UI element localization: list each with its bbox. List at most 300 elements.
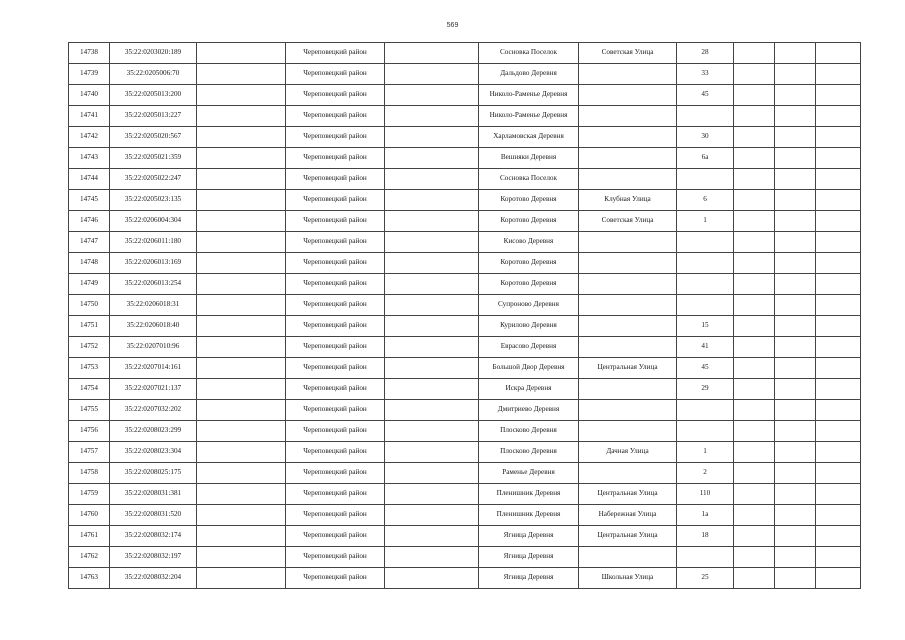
settlement-cell: Еврасово Деревня <box>479 337 579 358</box>
district-cell: Череповецкий район <box>286 169 385 190</box>
empty-cell <box>197 211 286 232</box>
empty-cell <box>816 337 861 358</box>
cadastral-number-cell: 35:22:0208031:381 <box>110 484 197 505</box>
district-cell: Череповецкий район <box>286 316 385 337</box>
table-row <box>69 127 861 148</box>
street-cell <box>579 85 677 106</box>
cadastral-number-cell: 35:22:0206018:40 <box>110 316 197 337</box>
empty-cell <box>197 568 286 589</box>
empty-cell <box>775 127 816 148</box>
empty-cell <box>385 568 479 589</box>
empty-cell <box>197 463 286 484</box>
empty-cell <box>385 295 479 316</box>
settlement-cell: Харламовская Деревня <box>479 127 579 148</box>
empty-cell <box>775 316 816 337</box>
row-number-cell: 14746 <box>69 211 110 232</box>
settlement-cell: Плосково Деревня <box>479 442 579 463</box>
street-cell <box>579 274 677 295</box>
empty-cell <box>816 484 861 505</box>
empty-cell <box>816 442 861 463</box>
empty-cell <box>385 232 479 253</box>
row-number-cell: 14741 <box>69 106 110 127</box>
table-row <box>69 400 861 421</box>
district-cell: Череповецкий район <box>286 526 385 547</box>
street-cell: Набережная Улица <box>579 505 677 526</box>
cadastral-number-cell: 35:22:0207014:161 <box>110 358 197 379</box>
table-row <box>69 505 861 526</box>
empty-cell <box>775 484 816 505</box>
empty-cell <box>775 85 816 106</box>
empty-cell <box>197 148 286 169</box>
empty-cell <box>734 106 775 127</box>
empty-cell <box>385 358 479 379</box>
row-number-cell: 14749 <box>69 274 110 295</box>
street-cell <box>579 127 677 148</box>
empty-cell <box>816 106 861 127</box>
empty-cell <box>734 526 775 547</box>
cadastral-number-cell: 35:22:0206018:31 <box>110 295 197 316</box>
table-row <box>69 568 861 589</box>
empty-cell <box>816 85 861 106</box>
street-cell <box>579 547 677 568</box>
settlement-cell: Раменье Деревня <box>479 463 579 484</box>
cadastral-number-cell: 35:22:0206011:180 <box>110 232 197 253</box>
cadastral-number-cell: 35:22:0208025:175 <box>110 463 197 484</box>
table-row <box>69 169 861 190</box>
settlement-cell: Ягница Деревня <box>479 568 579 589</box>
table-row <box>69 526 861 547</box>
district-cell: Череповецкий район <box>286 484 385 505</box>
empty-cell <box>816 526 861 547</box>
house-number-cell <box>677 400 734 421</box>
empty-cell <box>197 442 286 463</box>
row-number-cell: 14761 <box>69 526 110 547</box>
empty-cell <box>197 274 286 295</box>
street-cell <box>579 316 677 337</box>
street-cell <box>579 64 677 85</box>
settlement-cell: Курилово Деревня <box>479 316 579 337</box>
cadastral-number-cell: 35:22:0206013:254 <box>110 274 197 295</box>
cadastral-number-cell: 35:22:0208031:520 <box>110 505 197 526</box>
house-number-cell: 41 <box>677 337 734 358</box>
row-number-cell: 14742 <box>69 127 110 148</box>
empty-cell <box>734 358 775 379</box>
empty-cell <box>775 43 816 64</box>
empty-cell <box>816 232 861 253</box>
empty-cell <box>385 106 479 127</box>
district-cell: Череповецкий район <box>286 358 385 379</box>
empty-cell <box>734 190 775 211</box>
empty-cell <box>385 484 479 505</box>
street-cell <box>579 463 677 484</box>
empty-cell <box>775 211 816 232</box>
district-cell: Череповецкий район <box>286 568 385 589</box>
street-cell <box>579 379 677 400</box>
house-number-cell: 6а <box>677 148 734 169</box>
empty-cell <box>385 43 479 64</box>
empty-cell <box>197 316 286 337</box>
table-row <box>69 295 861 316</box>
table-row <box>69 337 861 358</box>
empty-cell <box>775 442 816 463</box>
empty-cell <box>734 169 775 190</box>
empty-cell <box>197 253 286 274</box>
empty-cell <box>775 295 816 316</box>
house-number-cell <box>677 106 734 127</box>
street-cell: Школьная Улица <box>579 568 677 589</box>
district-cell: Череповецкий район <box>286 106 385 127</box>
district-cell: Череповецкий район <box>286 547 385 568</box>
settlement-cell: Коротово Деревня <box>479 274 579 295</box>
empty-cell <box>197 379 286 400</box>
empty-cell <box>197 127 286 148</box>
empty-cell <box>734 568 775 589</box>
row-number-cell: 14758 <box>69 463 110 484</box>
settlement-cell: Коротово Деревня <box>479 190 579 211</box>
house-number-cell: 6 <box>677 190 734 211</box>
table-row <box>69 442 861 463</box>
empty-cell <box>385 442 479 463</box>
row-number-cell: 14748 <box>69 253 110 274</box>
district-cell: Череповецкий район <box>286 295 385 316</box>
table-row <box>69 463 861 484</box>
house-number-cell: 33 <box>677 64 734 85</box>
empty-cell <box>734 64 775 85</box>
empty-cell <box>734 85 775 106</box>
district-cell: Череповецкий район <box>286 442 385 463</box>
house-number-cell <box>677 253 734 274</box>
street-cell <box>579 421 677 442</box>
settlement-cell: Ягница Деревня <box>479 547 579 568</box>
street-cell <box>579 148 677 169</box>
street-cell <box>579 232 677 253</box>
street-cell <box>579 295 677 316</box>
empty-cell <box>197 295 286 316</box>
house-number-cell: 110 <box>677 484 734 505</box>
empty-cell <box>734 127 775 148</box>
cadastral-number-cell: 35:22:0205020:567 <box>110 127 197 148</box>
empty-cell <box>385 190 479 211</box>
district-cell: Череповецкий район <box>286 421 385 442</box>
empty-cell <box>734 400 775 421</box>
empty-cell <box>385 253 479 274</box>
empty-cell <box>385 421 479 442</box>
empty-cell <box>816 274 861 295</box>
table-row <box>69 274 861 295</box>
empty-cell <box>197 85 286 106</box>
empty-cell <box>734 547 775 568</box>
empty-cell <box>775 232 816 253</box>
row-number-cell: 14762 <box>69 547 110 568</box>
empty-cell <box>385 526 479 547</box>
row-number-cell: 14747 <box>69 232 110 253</box>
table-row <box>69 421 861 442</box>
empty-cell <box>816 148 861 169</box>
table-row <box>69 547 861 568</box>
empty-cell <box>385 463 479 484</box>
table-row <box>69 484 861 505</box>
row-number-cell: 14744 <box>69 169 110 190</box>
district-cell: Череповецкий район <box>286 127 385 148</box>
row-number-cell: 14743 <box>69 148 110 169</box>
row-number-cell: 14760 <box>69 505 110 526</box>
empty-cell <box>816 547 861 568</box>
street-cell: Советская Улица <box>579 43 677 64</box>
house-number-cell: 1а <box>677 505 734 526</box>
district-cell: Череповецкий район <box>286 190 385 211</box>
street-cell: Клубная Улица <box>579 190 677 211</box>
empty-cell <box>197 64 286 85</box>
cadastral-number-cell: 35:22:0205023:135 <box>110 190 197 211</box>
empty-cell <box>385 547 479 568</box>
house-number-cell <box>677 295 734 316</box>
row-number-cell: 14751 <box>69 316 110 337</box>
empty-cell <box>775 505 816 526</box>
cadastral-number-cell: 35:22:0203020:189 <box>110 43 197 64</box>
cadastral-number-cell: 35:22:0206013:169 <box>110 253 197 274</box>
cadastral-number-cell: 35:22:0207021:137 <box>110 379 197 400</box>
empty-cell <box>734 463 775 484</box>
empty-cell <box>734 421 775 442</box>
empty-cell <box>816 379 861 400</box>
empty-cell <box>816 64 861 85</box>
table-row <box>69 43 861 64</box>
street-cell <box>579 106 677 127</box>
row-number-cell: 14752 <box>69 337 110 358</box>
settlement-cell: Пленишник Деревня <box>479 505 579 526</box>
settlement-cell: Николо-Раменье Деревня <box>479 85 579 106</box>
empty-cell <box>816 253 861 274</box>
settlement-cell: Дмитриево Деревня <box>479 400 579 421</box>
house-number-cell: 18 <box>677 526 734 547</box>
empty-cell <box>775 568 816 589</box>
empty-cell <box>775 463 816 484</box>
table-row <box>69 253 861 274</box>
empty-cell <box>197 484 286 505</box>
empty-cell <box>816 463 861 484</box>
cadastral-number-cell: 35:22:0208032:174 <box>110 526 197 547</box>
house-number-cell: 45 <box>677 358 734 379</box>
street-cell <box>579 253 677 274</box>
cadastral-number-cell: 35:22:0205013:200 <box>110 85 197 106</box>
row-number-cell: 14753 <box>69 358 110 379</box>
empty-cell <box>197 106 286 127</box>
settlement-cell: Плосково Деревня <box>479 421 579 442</box>
empty-cell <box>734 295 775 316</box>
cadastral-number-cell: 35:22:0208023:304 <box>110 442 197 463</box>
empty-cell <box>816 211 861 232</box>
table-row <box>69 106 861 127</box>
empty-cell <box>816 127 861 148</box>
empty-cell <box>734 148 775 169</box>
empty-cell <box>816 568 861 589</box>
empty-cell <box>775 64 816 85</box>
empty-cell <box>385 127 479 148</box>
empty-cell <box>775 169 816 190</box>
empty-cell <box>816 358 861 379</box>
empty-cell <box>775 358 816 379</box>
empty-cell <box>734 379 775 400</box>
empty-cell <box>775 337 816 358</box>
empty-cell <box>197 43 286 64</box>
empty-cell <box>385 274 479 295</box>
house-number-cell: 1 <box>677 211 734 232</box>
page-number: 569 <box>446 22 459 29</box>
table-row <box>69 379 861 400</box>
empty-cell <box>816 400 861 421</box>
cadastral-number-cell: 35:22:0205021:359 <box>110 148 197 169</box>
empty-cell <box>197 547 286 568</box>
row-number-cell: 14739 <box>69 64 110 85</box>
empty-cell <box>385 64 479 85</box>
table-row <box>69 148 861 169</box>
table-row <box>69 316 861 337</box>
row-number-cell: 14763 <box>69 568 110 589</box>
street-cell <box>579 400 677 421</box>
settlement-cell: Ягница Деревня <box>479 526 579 547</box>
cadastral-number-cell: 35:22:0205022:247 <box>110 169 197 190</box>
table-row <box>69 85 861 106</box>
table-row <box>69 232 861 253</box>
district-cell: Череповецкий район <box>286 400 385 421</box>
house-number-cell <box>677 274 734 295</box>
empty-cell <box>775 148 816 169</box>
cadastral-number-cell: 35:22:0207010:96 <box>110 337 197 358</box>
empty-cell <box>385 211 479 232</box>
district-cell: Череповецкий район <box>286 463 385 484</box>
settlement-cell: Супроново Деревня <box>479 295 579 316</box>
house-number-cell <box>677 169 734 190</box>
street-cell: Центральная Улица <box>579 526 677 547</box>
empty-cell <box>775 547 816 568</box>
empty-cell <box>385 85 479 106</box>
empty-cell <box>385 505 479 526</box>
empty-cell <box>385 400 479 421</box>
empty-cell <box>816 190 861 211</box>
empty-cell <box>385 169 479 190</box>
settlement-cell: Искра Деревня <box>479 379 579 400</box>
cadastral-number-cell: 35:22:0208032:197 <box>110 547 197 568</box>
empty-cell <box>775 190 816 211</box>
empty-cell <box>775 253 816 274</box>
empty-cell <box>734 337 775 358</box>
empty-cell <box>385 379 479 400</box>
row-number-cell: 14740 <box>69 85 110 106</box>
empty-cell <box>197 358 286 379</box>
street-cell: Советская Улица <box>579 211 677 232</box>
empty-cell <box>385 148 479 169</box>
registry-table <box>68 42 861 589</box>
settlement-cell: Дальдово Деревня <box>479 64 579 85</box>
district-cell: Череповецкий район <box>286 337 385 358</box>
district-cell: Череповецкий район <box>286 253 385 274</box>
house-number-cell: 1 <box>677 442 734 463</box>
settlement-cell: Коротово Деревня <box>479 253 579 274</box>
district-cell: Череповецкий район <box>286 43 385 64</box>
district-cell: Череповецкий район <box>286 505 385 526</box>
empty-cell <box>775 274 816 295</box>
empty-cell <box>816 295 861 316</box>
row-number-cell: 14755 <box>69 400 110 421</box>
empty-cell <box>775 106 816 127</box>
cadastral-number-cell: 35:22:0207032:202 <box>110 400 197 421</box>
empty-cell <box>197 421 286 442</box>
settlement-cell: Большой Двор Деревня <box>479 358 579 379</box>
row-number-cell: 14745 <box>69 190 110 211</box>
settlement-cell: Коротово Деревня <box>479 211 579 232</box>
house-number-cell <box>677 547 734 568</box>
table-body <box>69 43 861 589</box>
empty-cell <box>734 442 775 463</box>
empty-cell <box>197 337 286 358</box>
row-number-cell: 14757 <box>69 442 110 463</box>
cadastral-number-cell: 35:22:0205013:227 <box>110 106 197 127</box>
settlement-cell: Пленишник Деревня <box>479 484 579 505</box>
street-cell <box>579 169 677 190</box>
empty-cell <box>775 421 816 442</box>
cadastral-number-cell: 35:22:0208023:299 <box>110 421 197 442</box>
empty-cell <box>734 505 775 526</box>
empty-cell <box>734 232 775 253</box>
district-cell: Череповецкий район <box>286 274 385 295</box>
row-number-cell: 14759 <box>69 484 110 505</box>
district-cell: Череповецкий район <box>286 232 385 253</box>
street-cell: Центральная Улица <box>579 358 677 379</box>
district-cell: Череповецкий район <box>286 64 385 85</box>
house-number-cell: 15 <box>677 316 734 337</box>
empty-cell <box>197 526 286 547</box>
empty-cell <box>734 211 775 232</box>
empty-cell <box>816 505 861 526</box>
house-number-cell: 45 <box>677 85 734 106</box>
settlement-cell: Сосновка Поселок <box>479 43 579 64</box>
house-number-cell: 28 <box>677 43 734 64</box>
empty-cell <box>734 43 775 64</box>
empty-cell <box>197 232 286 253</box>
row-number-cell: 14738 <box>69 43 110 64</box>
empty-cell <box>775 400 816 421</box>
empty-cell <box>734 316 775 337</box>
row-number-cell: 14750 <box>69 295 110 316</box>
house-number-cell: 25 <box>677 568 734 589</box>
row-number-cell: 14756 <box>69 421 110 442</box>
cadastral-number-cell: 35:22:0208032:204 <box>110 568 197 589</box>
cadastral-number-cell: 35:22:0206004:304 <box>110 211 197 232</box>
cadastral-number-cell: 35:22:0205006:70 <box>110 64 197 85</box>
street-cell <box>579 337 677 358</box>
settlement-cell: Вешняки Деревня <box>479 148 579 169</box>
empty-cell <box>816 421 861 442</box>
district-cell: Череповецкий район <box>286 148 385 169</box>
empty-cell <box>197 190 286 211</box>
house-number-cell: 29 <box>677 379 734 400</box>
empty-cell <box>816 43 861 64</box>
empty-cell <box>197 400 286 421</box>
table-row <box>69 190 861 211</box>
house-number-cell <box>677 421 734 442</box>
settlement-cell: Сосновка Поселок <box>479 169 579 190</box>
district-cell: Череповецкий район <box>286 379 385 400</box>
empty-cell <box>197 169 286 190</box>
empty-cell <box>816 169 861 190</box>
house-number-cell: 30 <box>677 127 734 148</box>
house-number-cell <box>677 232 734 253</box>
empty-cell <box>734 274 775 295</box>
table-row <box>69 211 861 232</box>
settlement-cell: Кисово Деревня <box>479 232 579 253</box>
empty-cell <box>734 484 775 505</box>
empty-cell <box>816 316 861 337</box>
